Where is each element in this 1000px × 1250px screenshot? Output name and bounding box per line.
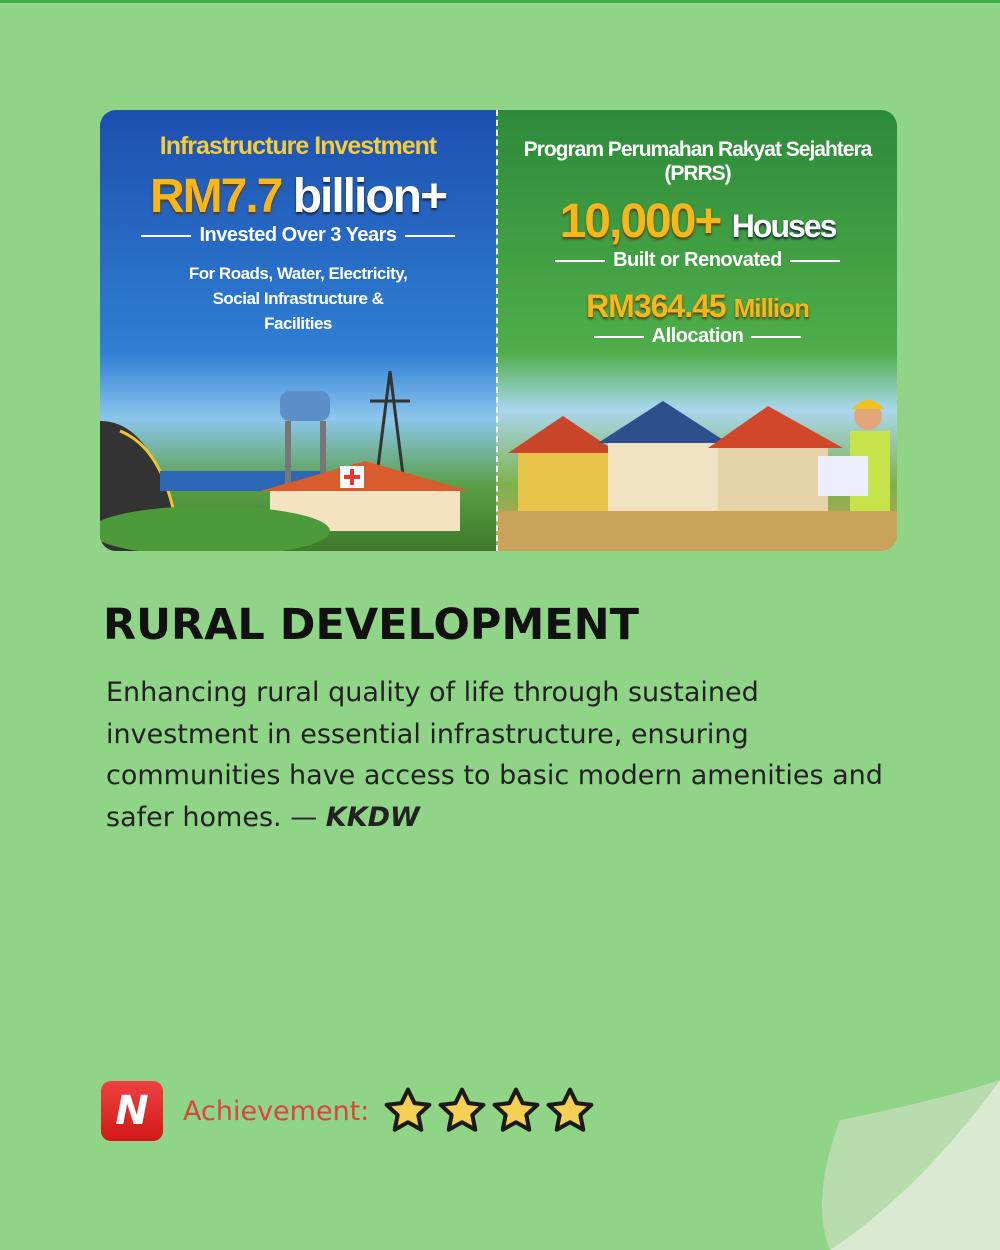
star-rating xyxy=(381,1084,597,1138)
allocation-suffix: Million xyxy=(733,293,809,323)
brand-logo-icon: N xyxy=(101,1081,163,1141)
count-value: 10,000+ xyxy=(559,195,721,248)
housing-illustration xyxy=(498,361,897,551)
investment-amount xyxy=(100,169,496,224)
achievement-rating xyxy=(101,1081,597,1141)
infrastructure-panel xyxy=(100,110,496,551)
star-icon xyxy=(489,1084,543,1138)
amount-value: RM7.7 xyxy=(149,170,282,223)
infrastructure-heading: Infrastructure Investment xyxy=(159,132,437,160)
allocation-amount xyxy=(498,288,897,325)
count-suffix: Houses xyxy=(731,208,836,244)
allocation-label: Allocation xyxy=(498,325,897,348)
source-label: KKDW xyxy=(325,801,420,833)
page-curl xyxy=(770,1080,1000,1250)
infographic-image xyxy=(100,110,897,551)
housing-panel xyxy=(496,110,897,551)
page-title: RURAL DEVELOPMENT xyxy=(103,600,639,650)
achievement-label: Achievement: xyxy=(183,1095,370,1127)
description-text: Enhancing rural quality of life through sustained investment in essential infrastructure, ensuring communities have access to basic modern amenities and safer homes. — xyxy=(106,677,883,833)
star-icon xyxy=(435,1084,489,1138)
investment-details: For Roads, Water, Electricity, Social Infrastructure & Facilities xyxy=(188,264,408,333)
housing-heading: Program Perumahan Rakyat Sejahtera (PRRS) xyxy=(523,138,872,185)
infrastructure-illustration xyxy=(100,361,496,551)
allocation-value: RM364.45 xyxy=(586,288,726,324)
star-icon xyxy=(543,1084,597,1138)
investment-subtitle: Invested Over 3 Years xyxy=(100,224,496,247)
top-border xyxy=(0,0,1000,3)
description xyxy=(106,672,906,838)
amount-suffix: billion+ xyxy=(292,170,447,223)
star-icon xyxy=(381,1084,435,1138)
houses-subtitle: Built or Renovated xyxy=(498,249,897,272)
houses-count xyxy=(498,194,897,249)
